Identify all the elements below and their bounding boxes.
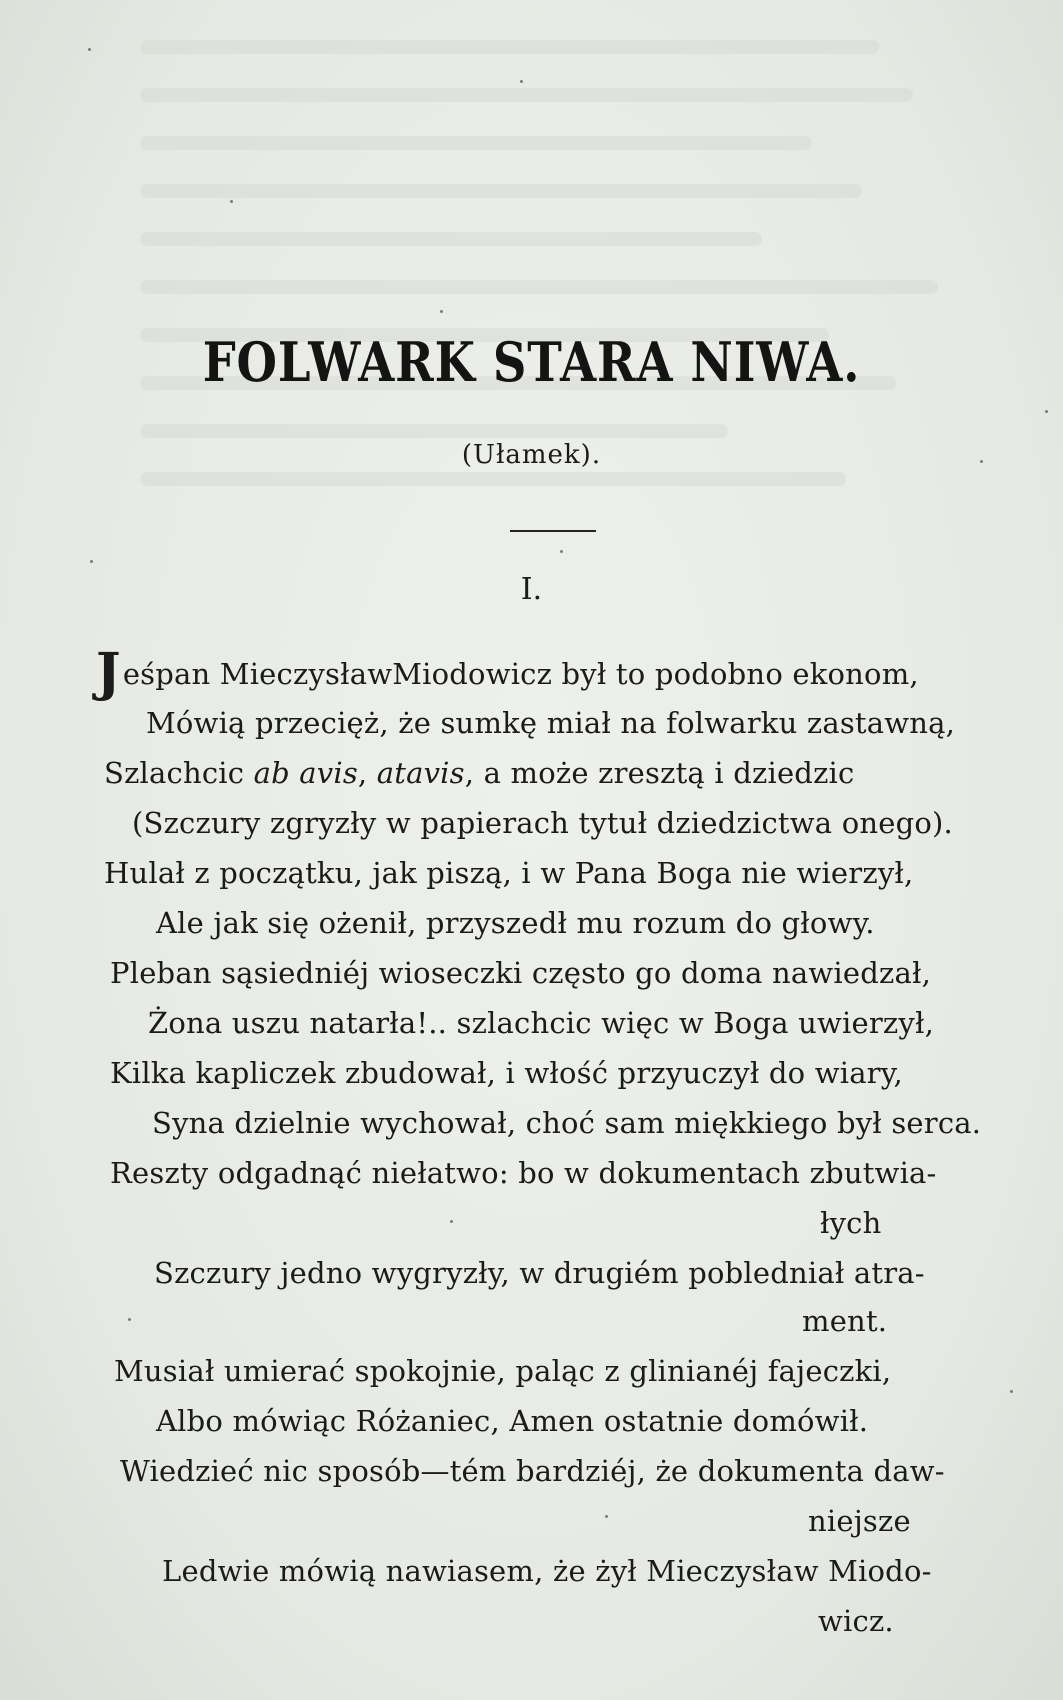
poem-line-15-cont: niejsze	[808, 1504, 911, 1538]
poem-line-12: Szczury jedno wygryzły, w drugiém pobledniał atra-	[154, 1256, 925, 1290]
drop-cap: J	[96, 642, 121, 703]
poem-line-12-cont: ment.	[802, 1304, 888, 1338]
paper-speck	[605, 1515, 608, 1518]
paper-speck	[90, 560, 93, 563]
poem-line-2: Mówią przecięż, że sumkę miał na folwarku zastawną,	[146, 706, 956, 740]
poem-line-3-post: , a może zresztą i dziedzic	[464, 756, 855, 790]
paper-speck	[980, 460, 983, 463]
title-divider	[510, 530, 596, 532]
poem-line-16-cont: wicz.	[818, 1604, 894, 1638]
poem-line-13: Musiał umierać spokojnie, paląc z glinianéj fajeczki,	[114, 1354, 892, 1388]
poem-line-11: Reszty odgadnąć niełatwo: bo w dokumentach zbutwia-	[110, 1156, 937, 1190]
poem-line-15: Wiedzieć nic sposób—tém bardziéj, że dokumenta daw-	[120, 1454, 945, 1488]
paper-speck	[440, 310, 443, 313]
poem-line-11-cont: łych	[820, 1206, 882, 1240]
subtitle: (Ułamek).	[461, 440, 602, 470]
poem-line-3-mid: ,	[357, 756, 377, 790]
poem-line-8: Żona uszu natarła!.. szlachcic więc w Boga uwierzył,	[148, 1006, 935, 1040]
poem-line-1-text: eśpan MieczysławMiodowicz był to podobno ekonom,	[122, 657, 919, 691]
page-title: FOLWARK STARA NIWA.	[202, 330, 861, 394]
poem-line-1	[96, 642, 919, 703]
poem-line-3-italic-2: atavis	[376, 756, 465, 790]
paper-speck	[230, 200, 233, 203]
poem-line-14: Albo mówiąc Różaniec, Amen ostatnie domówił.	[156, 1404, 869, 1438]
paper-speck	[88, 48, 91, 51]
paper-speck	[1045, 410, 1048, 413]
paper-speck	[450, 1220, 453, 1223]
paper-speck	[128, 1318, 131, 1321]
poem-line-7: Pleban sąsiedniéj wioseczki często go doma nawiedzał,	[110, 956, 932, 990]
poem-line-9: Kilka kapliczek zbudował, i włość przyuczył do wiary,	[110, 1056, 903, 1090]
poem-line-3-pre: Szlachcic	[104, 756, 254, 790]
paper-speck	[560, 550, 563, 553]
poem-line-3	[104, 755, 854, 791]
poem-line-6: Ale jak się ożenił, przyszedł mu rozum do głowy.	[156, 906, 875, 940]
poem-line-5: Hulał z początku, jak piszą, i w Pana Boga nie wierzył,	[104, 856, 914, 890]
poem-line-10: Syna dzielnie wychował, choć sam miękkiego był serca.	[152, 1106, 982, 1140]
poem-line-4: (Szczury zgryzły w papierach tytuł dziedzictwa onego).	[132, 806, 953, 840]
paper-speck	[1010, 1390, 1013, 1393]
poem-line-3-italic-1: ab avis	[253, 756, 358, 790]
paper-speck	[520, 80, 523, 83]
poem-line-16: Ledwie mówią nawiasem, że żył Mieczysław Miodo-	[162, 1554, 932, 1588]
bleed-through-text	[140, 40, 980, 560]
section-number: I.	[520, 572, 543, 607]
